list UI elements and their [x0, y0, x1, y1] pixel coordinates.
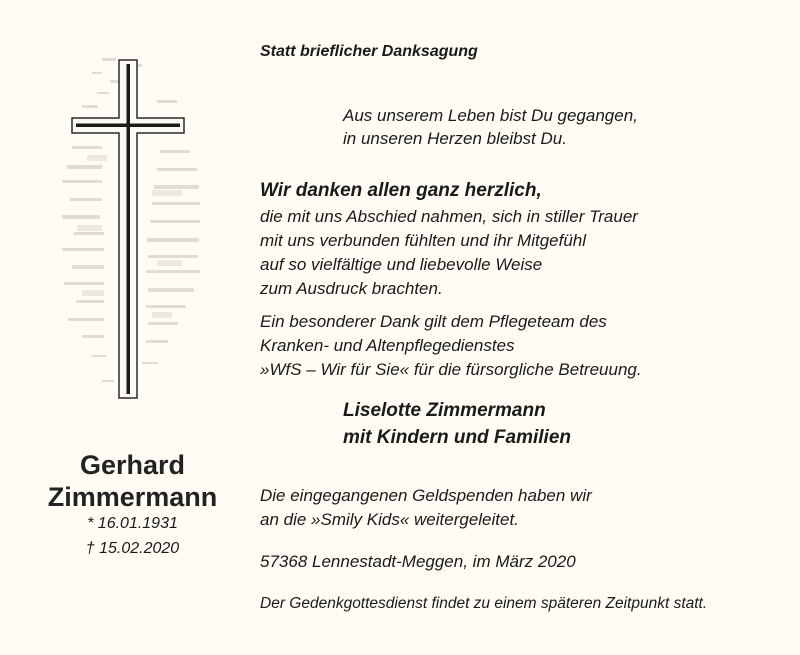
family-name-line: Liselotte Zimmermann [343, 400, 546, 421]
verse-line: in unseren Herzen bleibst Du. [343, 129, 567, 148]
special-thanks-line: Kranken- und Altenpflegedienstes [260, 336, 515, 355]
deceased-last-name: Zimmermann [47, 482, 218, 512]
cross-icon [62, 50, 202, 410]
thanks-line: zum Ausdruck brachten. [260, 279, 443, 298]
thanks-line: auf so vielfältige und liebevolle Weise [260, 255, 543, 274]
special-thanks-line: Ein besonderer Dank gilt dem Pflegeteam des [260, 312, 607, 331]
thanks-line: mit uns verbunden fühlten und ihr Mitgefühl [260, 231, 587, 250]
donations-line: Die eingegangenen Geldspenden haben wir [260, 486, 592, 505]
memorial-note: Der Gedenkgottesdienst findet zu einem späteren Zeitpunkt statt. [260, 595, 708, 612]
announcement-heading: Statt brieflicher Danksagung [260, 43, 478, 60]
special-thanks-line: »WfS – Wir für Sie« für die fürsorgliche Betreuung. [260, 360, 642, 379]
thanks-headline: Wir danken allen ganz herzlich, [260, 180, 542, 201]
deceased-first-name: Gerhard [79, 450, 186, 480]
death-date: † 15.02.2020 [85, 540, 180, 557]
place-date: 57368 Lennestadt-Meggen, im März 2020 [260, 552, 576, 571]
birth-date: * 16.01.1931 [87, 515, 178, 532]
thanks-line: die mit uns Abschied nahmen, sich in stiller Trauer [260, 207, 638, 226]
verse-line: Aus unserem Leben bist Du gegangen, [343, 106, 638, 125]
family-name-line: mit Kindern und Familien [343, 427, 572, 448]
donations-line: an die »Smily Kids« weitergeleitet. [260, 510, 519, 529]
